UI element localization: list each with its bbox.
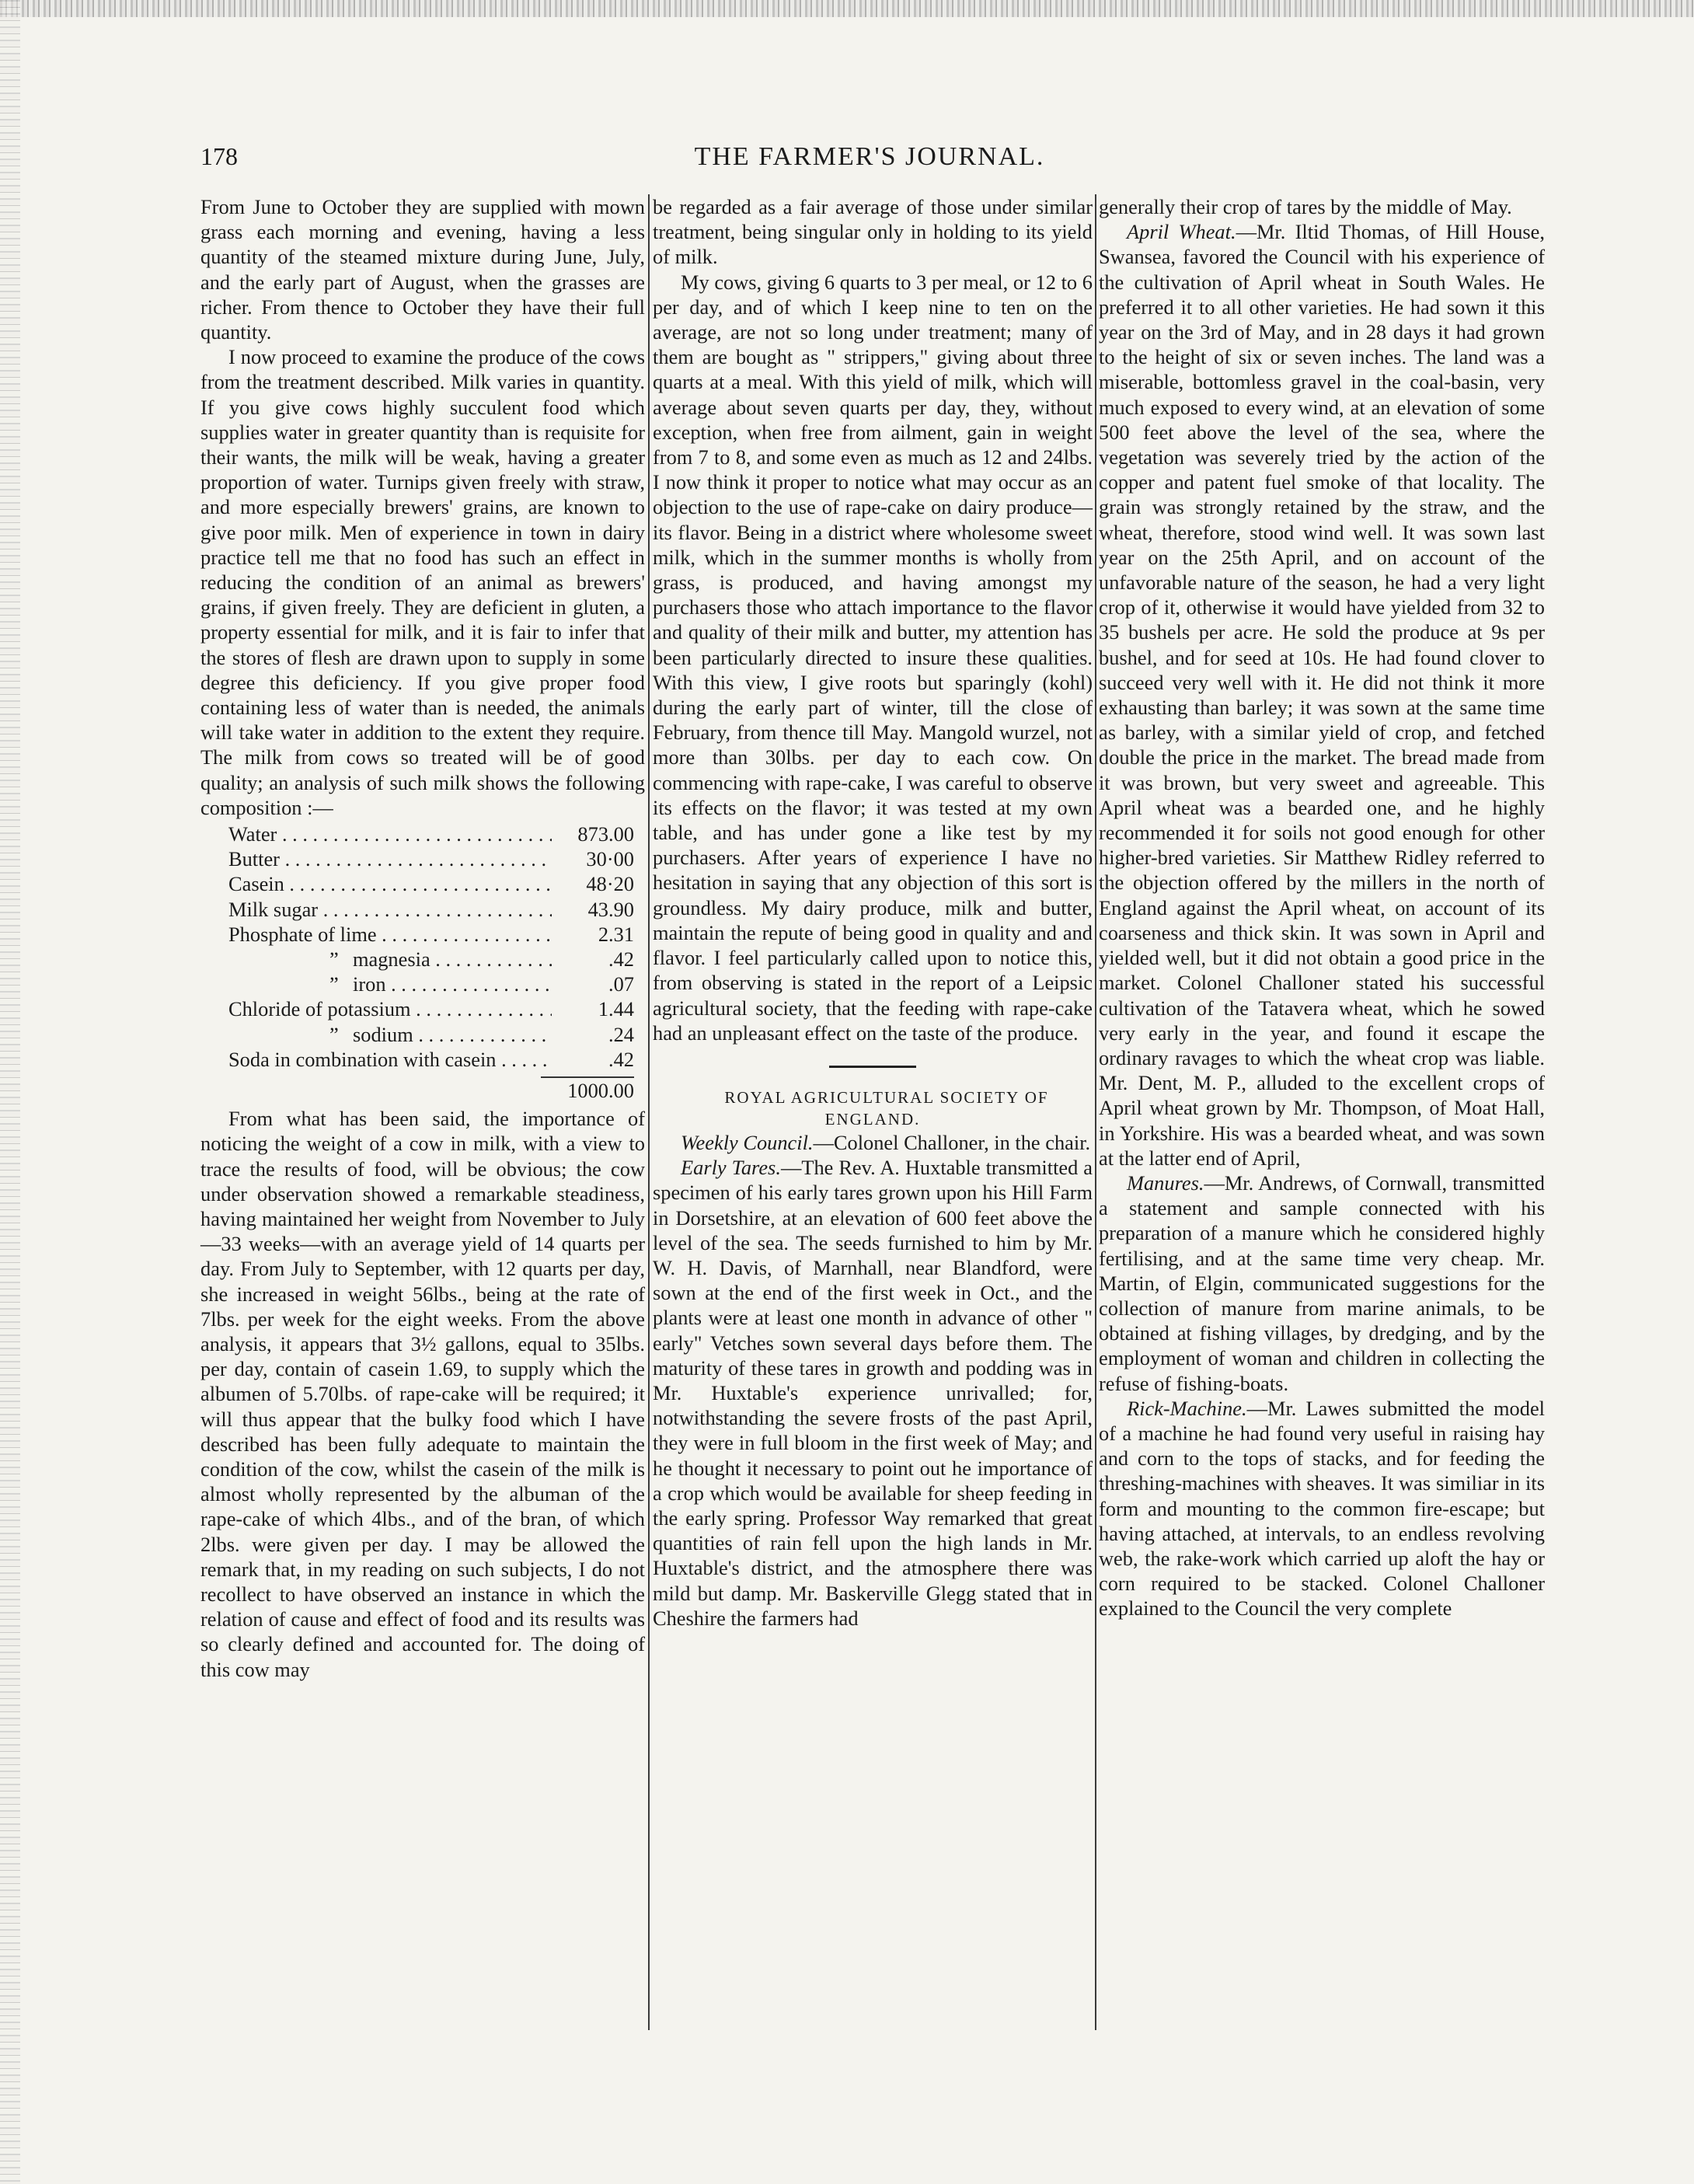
column-rule [1095,194,1096,2030]
component-name: Phosphate of lime . . . [228,922,552,947]
run-in-heading: Rick-Machine. [1127,1396,1247,1420]
paragraph-text: —Mr. Andrews, of Cornwall, transmitted a statement and sample connected with his preparation of a manure which he considered highly fertilising, and at the same time very cheap. Mr. Martin, of Elgin, communicated suggestions for the collection of manure from marine animals, to be obtained at fishing villages, by dredging, and by the employment of woman and children in collecting the refuse of fishing-boats. [1099,1170,1545,1395]
paragraph-text: —The Rev. A. Huxtable transmitted a specimen of his early tares grown upon his Hill Farm in Dorsetshire, at an elevation of 600 feet above the level of the sea. The seeds furnished to him by Mr. W. H. Davis, of Marnhall, near Blandford, were sown at the end of the first week in Oct., and the plants were at least one month in advance of other " early" Vetches sown several days before them. The maturity of these tares in growth and podding was in Mr. Huxtable's experience unrivalled; for, notwithstanding the severe frosts of the past April, they were in full bloom in the first week of May; and he thought it necessary to point out he importance of a crop which would be available for sheep feeding in the early spring. Professor Way remarked that great quantities of rain fell upon the high lands in Mr. Huxtable's district, and the atmosphere there was mild but damp. Mr. Baskerville Glegg stated that in Cheshire the farmers had [653,1156,1093,1630]
composition-row [228,972,645,996]
paragraph: I now proceed to examine the produce of the cows from the treatment described. Milk varies in quantity. If you give cows highly succulent food which supplies water in greater quantity than is requisite for their wants, the milk will be weak, having a greater proportion of water. Turnips given freely with straw, and more especially brewers' grains, are known to give poor milk. Men of experience in town in dairy practice tell me that no food has such an effect in reducing the condition of an animal as brewers' grains, if given freely. They are deficient in gluten, a property essential for milk, and it is fair to infer that the stores of flesh are drawn upon to supply in some degree this deficiency. If you give proper food containing less of water than is needed, the animals will take water in addition to the extent they require. The milk from cows so treated will be of good quality; an analysis of such milk shows the following composition :— [200,345,645,819]
paragraph [1099,219,1545,1170]
milk-composition-table [200,822,645,1103]
component-name: Chloride of potassium . . . [228,996,552,1021]
component-value: 30·00 [586,847,634,871]
composition-row [228,846,645,871]
component-name: Milk sugar . . . [228,897,552,922]
ditto-mark: ” [329,1022,339,1046]
paragraph [653,1130,1093,1155]
scan-edge-left [0,0,20,2184]
paragraph: My cows, giving 6 quarts to 3 per meal, or 12 to 6 per day, and of which I keep nine to ten on the average, are not so long under treatment; many of them are bought as " strippers," giving about three quarts at a meal. With this yield of milk, which will average about seven quarts per day, they, without exception, when free from ailment, gain in weight from 7 to 8, and some even as much as 12 and 24lbs. I now think it proper to notice what may occur as an objection to the use of rape-cake on dairy produce—its flavor. Being in a district where wholesome sweet milk, which in the summer months is wholly from grass, is produced, and having amongst my purchasers those who attach importance to the flavor and quality of their milk and butter, my attention has been particularly directed to insure these qualities. With this view, I give roots but sparingly (kohl) during the early part of winter, till the close of February, from thence till May. Mangold wurzel, not more than 30lbs. per day to each cow. On commencing with rape-cake, I was careful to observe its effects on the flavor; it was tested at my own table, and has under gone a like test by my purchasers. After years of experience I have no hesitation in saying that any objection of this sort is groundless. My dairy produce, milk and butter, maintain the repute of being good in quality and and flavor. I feel particularly called upon to notice this, from observing is stated in the report of a Leipsic agricultural society, that the feeding with rape-cake had an unpleasant effect on the taste of the produce. [653,270,1093,1045]
column-1 [200,194,645,2029]
paragraph [1099,1396,1545,1621]
paragraph-text: —Colonel Challoner, in the chair. [813,1130,1091,1154]
component-name-text: iron [353,972,386,996]
paragraph [653,1155,1093,1631]
component-value: 1.44 [598,997,634,1021]
component-value: .42 [608,1047,634,1071]
component-value: 48·20 [586,872,634,896]
paragraph: From what has been said, the importance of noticing the weight of a cow in milk, with a view to trace the results of food, will be obvious; the cow under observation showed a remarkable steadiness, having maintained her weight from November to July—33 weeks—with an average yield of 14 quarts per day. From July to September, with 12 quarts per day, she increased in weight 56lbs., being at the rate of 7lbs. per week for the eight weeks. From the above analysis, it appears that 3½ gallons, equal to 35lbs. per day, contain of casein 1.69, to supply which the albumen of 5.70lbs. of rape-cake will be required; it will thus appear that the bulky food which I have described has been fully adequate to maintain the condition of the cow, whilst the casein of the milk is almost wholly represented by the albuman of the rape-cake of which 4lbs., and of the bran, of which 2lbs. were given per day. I may be allowed the remark that, in my reading on such subjects, I do not recollect to have observed an instance in which the relation of cause and effect of food and its results was so clearly defined and accounted for. The doing of this cow may [200,1107,645,1681]
run-in-heading: Weekly Council. [681,1130,814,1154]
run-in-heading: Manures. [1127,1170,1204,1195]
column-3 [1099,194,1545,2029]
component-name: Water . . . [228,822,552,846]
component-value: 43.90 [587,897,634,921]
component-value: .42 [608,947,634,972]
composition-row [228,897,645,922]
paragraph [1099,1170,1545,1396]
scan-edge-top [0,0,1694,17]
run-in-heading: Early Tares. [681,1156,781,1180]
composition-row [228,922,645,947]
component-name: Casein . . . [228,871,552,896]
composition-total: 1000.00 [567,1078,634,1102]
column-rule [648,194,650,2030]
section-heading: ROYAL AGRICULTURAL SOCIETY OF ENGLAND. [724,1087,1049,1129]
composition-row [228,822,645,846]
paragraph-text: —Mr. Iltid Thomas, of Hill House, Swansea, favored the Council with his experience of the cultivation of April wheat in South Wales. He preferred it to all other varieties. He had sown it this year on the 3rd of May, and in 28 days it had grown to the height of six or seven inches. The land was a miserable, bottomless gravel in the coal-basin, very much exposed to every wind, at an elevation of some 500 feet above the level of the sea, where the vegetation was severely tried by the action of the copper and patent fuel smoke of that locality. The grain was strongly retained by the straw, and the wheat, therefore, stood wind well. It was sown last year on the 25th April, and on account of the unfavorable nature of the season, he had a very light crop of it, otherwise it would have yielded from 32 to 35 bushels per acre. He sold the produce at 9s per bushel, and for seed at 10s. He had found clover to succeed very well with it. He did not think it more exhausting than barley; it was sown at the same time as barley, with a similar yield of crop, and fetched double the price in the market. The bread made from it was brown, but very sweet and agreeable. This April wheat was a bearded one, and he highly recommended it for soils not good enough for other higher-bred varieties. Sir Matthew Ridley referred to the objection offered by the millers in the north of England against the April wheat, on account of its coarseness and thick skin. It was sown in April and yielded well, but it did not obtain a good price in the market. Colonel Challoner stated his successful cultivation of the Tatavera wheat, which he sowed very early in the year, and found it escape the ordinary ravages to which the wheat crop was liable. Mr. Dent, M. P., alluded to the excellent crops of April wheat grown by Mr. Thompson, of Moat Hall, in Yorkshire. His was a bearded wheat, and was sown at the latter end of April, [1099,220,1545,1170]
running-title: THE FARMER'S JOURNAL. [694,142,1045,171]
component-name [228,972,552,996]
paragraph: be regarded as a fair average of those under similar treatment, being singular only in holding to its yield of milk. [653,195,1093,269]
component-name-text: magnesia [353,947,430,972]
paragraph: generally their crop of tares by the middle of May. [1099,195,1512,218]
component-name: Butter . . . [228,846,552,871]
component-value: .24 [608,1022,634,1046]
composition-row [228,871,645,896]
composition-row [228,1047,645,1072]
column-2 [653,194,1093,2029]
component-name [228,947,552,972]
paragraph: From June to October they are supplied with mown grass each morning and evening, having a less quantity of the steamed mixture during June, July, and the early part of August, when the grasses are richer. From thence to October they have their full quantity. [200,195,645,344]
component-name [228,1022,552,1047]
page-header [200,142,1539,180]
page-number: 178 [200,142,238,170]
composition-row [228,1022,645,1047]
run-in-heading: April Wheat. [1127,220,1236,244]
ditto-mark: ” [329,972,339,996]
component-value: 873.00 [577,822,634,846]
composition-row [228,996,645,1021]
ditto-mark: ” [329,947,339,972]
component-name: Soda in combination with casein . . . [228,1047,552,1072]
component-value: 2.31 [598,922,634,946]
section-separator [829,1066,916,1068]
paragraph-text: —Mr. Lawes submitted the model of a machine he had found very useful in raising hay and corn to the tops of stacks, and for feeding the threshing-machines with sheaves. It was similiar in its form and mounting to the common fire-escape; but having attached, at intervals, to an endless revolving web, the rake-work which carried up aloft the hay or corn required to be stacked. Colonel Challoner explained to the Council the very complete [1099,1396,1545,1621]
component-name-text: sodium [353,1022,413,1046]
component-value: .07 [608,972,634,996]
composition-row [228,947,645,972]
